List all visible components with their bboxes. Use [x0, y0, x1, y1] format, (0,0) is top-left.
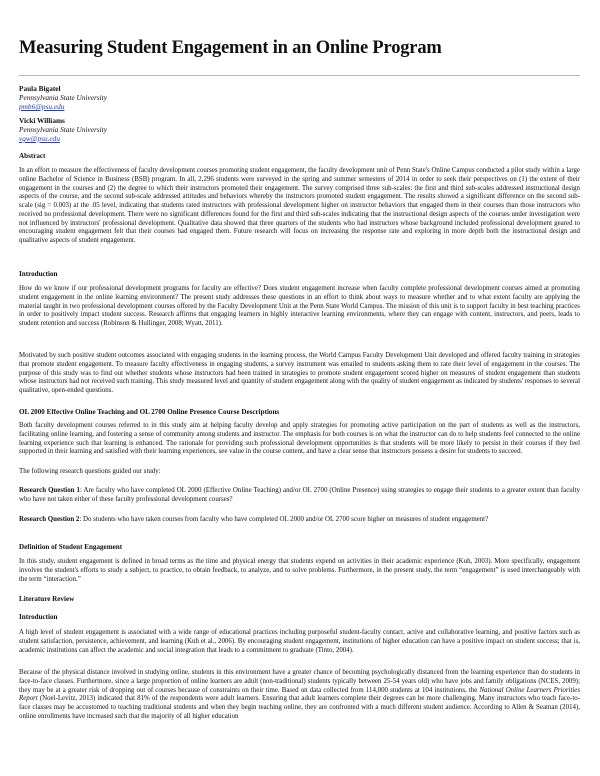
definition-paragraph: In this study, student engagement is defined in broad terms as the time and physical energy that students expend on activities in their academic experience (Kuh, 2003). More specifically, engagement involves the student's efforts to study a subject, to practice, to obtain feedback, to analyze, and to solve problems. Furthermore, in the present study, the term “engagement” is used interchangeably with the term “interaction.” — [19, 558, 580, 583]
author-email-link[interactable]: vgw@psu.edu — [19, 134, 60, 143]
literature-review-heading: Literature Review — [19, 595, 75, 603]
paper-title: Measuring Student Engagement in an Online Program — [19, 38, 442, 58]
introduction-heading: Introduction — [19, 270, 58, 278]
author-affiliation: Pennsylvania State University — [19, 125, 107, 134]
research-questions-intro: The following research questions guided our study: — [19, 468, 161, 475]
abstract-heading: Abstract — [19, 152, 46, 160]
abstract-body: In an effort to measure the effectiveness of faculty development courses promoting student engagement, the faculty development unit of Penn State's Online Campus conducted a pilot study within a large online Bachelor of Science in Business (BSB) program. In all, 2,296 students were surveyed in the spring and summer semesters of 2014 in order to seek their perspectives on (1) the extent of their engagement in the courses and (2) the degree to which their instructors promoted their engagement. The survey comprised three sub-scales: the first and third sub-scales addressed instructional design aspects of the course, and the second sub-scale addressed attitudes and behaviors whereby the instructors promoted student engagement. The results showed a significant difference on the second sub-scale (sig = 0.003) at the .05 level, indicating that students rated instructors with professional development higher on instructor behaviors that engaged them in their courses than those instructors who received no professional development. There were no significant differences found for the first and third sub-scales indicating that the instructional design aspects of the courses under investigation were not influenced by instructors' professional development. Qualitative data showed that three quarters of the students who had instructors whose background included professional development geared to encouraging student engagement felt that their courses had engaged them. Future research will focus on increasing the response rate and exploring in more depth both the instructional design and qualitative aspects of student engagement. — [19, 167, 580, 244]
literature-paragraph-2 — [19, 669, 580, 722]
author-block-1 — [19, 84, 107, 111]
ol-section-heading: OL 2000 Effective Online Teaching and OL 2700 Online Presence Course Descriptions — [19, 408, 280, 416]
research-question-2 — [19, 516, 580, 525]
literature-paragraph-1: A high level of student engagement is associated with a wide range of educational practices including purposeful student-faculty contact, active and collaborative learning, and positive factors such as student satisfaction, persistence, achievement, and learning (Kuh et al., 2006). By encouraging student engagement, institutions of higher education can have a positive impact on student success; that is, academic institutions can affect the academic and social integration that leads to a commitment to graduate (Tinto, 2004). — [19, 629, 580, 654]
rq1-label: Research Question 1 — [19, 487, 80, 494]
author-block-2 — [19, 116, 107, 143]
rq2-text: : Do students who have taken courses from faculty who have completed OL 2000 and/or OL 2700 score higher on measures of student engagement? — [79, 516, 489, 523]
ol-section-paragraph-1: Both faculty development courses referred to in this study aim at helping faculty develop and apply strategies for promoting active participation on the part of students as well as the instructors, facilitating online learning, and fostering a sense of community among students and instructor. The emphasis for both courses is on what the instructor can do to help students feel connected to the online learning experience such that learning is enhanced. The rationale for providing such professional development opportunities is that students will be more likely to persist in their courses if they feel supported in their learning and satisfied with their learning experiences, see value in the course content, and have a clear sense that instructors possess a desire for students to succeed. — [19, 422, 580, 456]
abstract-text — [19, 167, 580, 246]
introduction-paragraph-1: How do we know if our professional development programs for faculty are effective? Does student engagement increase when faculty complete professional development courses aimed at promoting student engagement in the online learning environment? The present study addresses these questions in an effort to think about ways to measure whether and to what extent faculty are applying the material taught in two professional development courses offered by the Faculty Development Unit at the Penn State World Campus. The mission of this unit is to support faculty in best teaching practices in order to positively impact student success. Research affirms that engaging learners in highly interactive learning environments, where they can engage with content, instructors, and peers, leads to student retention and success (Robinson & Hullinger, 2008; Wyatt, 2011). — [19, 285, 580, 327]
literature-intro-subheading: Introduction — [19, 613, 58, 621]
rq2-label: Research Question 2 — [19, 516, 80, 523]
literature-paragraph-2-start: Because of the physical distance involved in studying online, students in this environment have a greater chance of becoming psychologically distanced from the learning experience than do students in face-to-face classes. Furthermore, since a large proportion of online learners are adult (non-traditional) students typically between 25-54 years old) who have jobs and family obligations (NCES, 2009); they may be at a greater risk of dropping out of courses because of constraints on their time. Based on data collected from 114,000 students at 104 institutions, the — [19, 669, 580, 694]
author-name: Vicki Williams — [19, 116, 65, 125]
introduction-paragraph-2: Motivated by such positive student outcomes associated with engaging students in the learning process, the World Campus Faculty Development Unit developed and offered faculty training in strategies that promote student engagement. To measure faculty effectiveness in engaging students, a survey instrument was emailed to students asking them to rate their level of engagement in the courses. The purpose of this study was to find out whether students whose instructors had been trained in strategies to promote student engagement scored higher on measures of student engagement than students whose instructors had not received such training. This study measured level and quantity of student engagement along with the quality of student engagement as indicated by students' responses to several qualitative, open-ended questions. — [19, 352, 580, 394]
author-affiliation: Pennsylvania State University — [19, 93, 107, 102]
definition-heading: Definition of Student Engagement — [19, 543, 123, 551]
research-question-1 — [19, 487, 580, 505]
author-name: Paula Bigatel — [19, 84, 61, 93]
literature-paragraph-2-end: (Noel-Levitz, 2013) indicated that 81% of the respondents were adult learners. Ensuring that adult learners complete their degrees can be more challenging. Many instructors who teach face-to-face classes may be accustomed to teaching traditional students and when they begin teaching online, they are confronted with a much different student audience. According to Allen & Seaman (2014), online enrollments have increased such that the majority of all higher education — [19, 695, 580, 720]
author-email-link[interactable]: pmb6@psu.edu — [19, 102, 65, 111]
rq1-text: : Are faculty who have completed OL 2000 (Effective Online Teaching) and/or OL 2700 (Online Presence) using strategies to engage their students to a greater extent than faculty who have not taken either of these faculty professional development courses? — [19, 487, 580, 503]
report-title: National Online Learners Priorities Report — [19, 686, 581, 703]
title-divider — [19, 75, 580, 76]
